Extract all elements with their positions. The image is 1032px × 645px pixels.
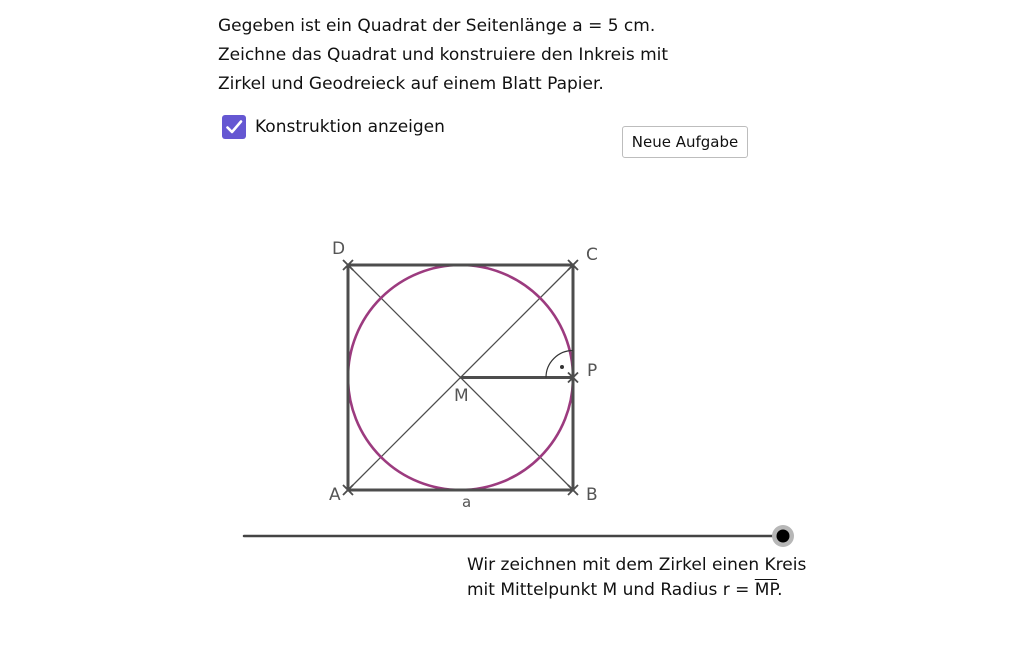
- caption-line-1: Wir zeichnen mit dem Zirkel einen Kreis: [467, 555, 807, 575]
- label-c: C: [586, 245, 598, 265]
- task-line-2: Zeichne das Quadrat und konstruiere den Inkreis mit: [218, 45, 669, 65]
- label-m: M: [454, 386, 469, 406]
- new-task-button[interactable]: Neue Aufgabe: [622, 126, 748, 158]
- task-line-3: Zirkel und Geodreieck auf einem Blatt Papier.: [218, 74, 604, 94]
- label-d: D: [332, 239, 346, 259]
- task-line-1: Gegeben ist ein Quadrat der Seitenlänge a = 5 cm.: [218, 16, 656, 36]
- step-slider-handle[interactable]: [777, 530, 790, 543]
- label-b: B: [586, 485, 598, 505]
- caption-line-2: [467, 578, 806, 603]
- caption-line-2-prefix: mit Mittelpunkt M und Radius r =: [467, 580, 755, 600]
- checkbox-label: Konstruktion anzeigen: [255, 117, 445, 137]
- label-a: A: [329, 485, 341, 505]
- label-p: P: [587, 361, 598, 381]
- caption-line-2-suffix: .: [777, 580, 783, 600]
- label-side-a: a: [462, 493, 472, 511]
- right-angle-dot: [560, 365, 564, 369]
- step-caption: [467, 553, 806, 603]
- segment-mp: $\overline{MP}$: [754, 580, 778, 600]
